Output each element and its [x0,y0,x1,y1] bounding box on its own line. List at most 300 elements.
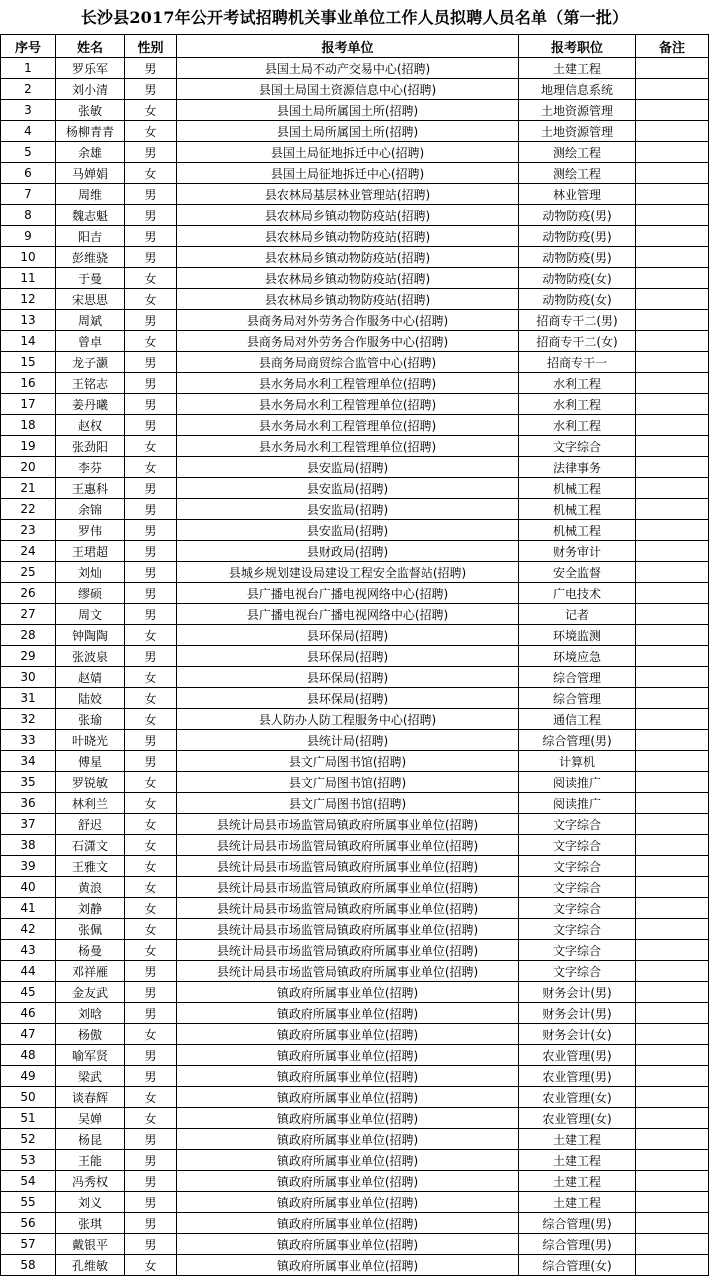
cell-remarks [636,688,709,709]
cell-position: 土建工程 [519,1150,636,1171]
table-row [1,352,709,373]
cell-unit: 县统计局县市场监管局镇政府所属事业单位(招聘) [177,814,519,835]
table-row [1,940,709,961]
cell-remarks [636,163,709,184]
cell-gender: 男 [125,1066,177,1087]
cell-name: 邓祥雁 [56,961,125,982]
cell-remarks [636,520,709,541]
cell-name: 张劲阳 [56,436,125,457]
cell-gender: 女 [125,877,177,898]
cell-name: 阳吉 [56,226,125,247]
cell-remarks [636,877,709,898]
cell-remarks [636,373,709,394]
cell-unit: 县国土局所属国土所(招聘) [177,121,519,142]
cell-remarks [636,58,709,79]
cell-index: 10 [1,247,56,268]
cell-gender: 女 [125,100,177,121]
cell-index: 9 [1,226,56,247]
cell-position: 环境应急 [519,646,636,667]
cell-index: 28 [1,625,56,646]
cell-index: 31 [1,688,56,709]
cell-gender: 女 [125,1255,177,1276]
table-row [1,310,709,331]
table-row [1,709,709,730]
table-row [1,268,709,289]
candidate-table [0,34,709,1276]
cell-position: 综合管理(男) [519,1213,636,1234]
cell-remarks [636,1003,709,1024]
cell-gender: 男 [125,352,177,373]
cell-gender: 男 [125,478,177,499]
cell-remarks [636,919,709,940]
cell-unit: 县农林局乡镇动物防疫站(招聘) [177,289,519,310]
cell-unit: 县文广局图书馆(招聘) [177,793,519,814]
cell-index: 4 [1,121,56,142]
table-row [1,58,709,79]
cell-unit: 县安监局(招聘) [177,520,519,541]
cell-name: 张敏 [56,100,125,121]
cell-name: 宋思思 [56,289,125,310]
cell-name: 喻军贤 [56,1045,125,1066]
cell-remarks [636,1171,709,1192]
cell-name: 刘灿 [56,562,125,583]
cell-name: 王雅文 [56,856,125,877]
cell-remarks [636,394,709,415]
cell-remarks [636,982,709,1003]
cell-gender: 男 [125,142,177,163]
cell-gender: 男 [125,562,177,583]
cell-name: 缪硕 [56,583,125,604]
header-index: 序号 [1,35,56,58]
cell-position: 土建工程 [519,1171,636,1192]
cell-name: 周斌 [56,310,125,331]
table-body [1,58,709,1276]
cell-remarks [636,835,709,856]
cell-index: 46 [1,1003,56,1024]
cell-name: 石潇文 [56,835,125,856]
cell-unit: 镇政府所属事业单位(招聘) [177,1087,519,1108]
cell-index: 2 [1,79,56,100]
cell-position: 测绘工程 [519,142,636,163]
table-row [1,646,709,667]
cell-remarks [636,1045,709,1066]
cell-unit: 县农林局乡镇动物防疫站(招聘) [177,226,519,247]
cell-gender: 女 [125,940,177,961]
cell-unit: 镇政府所属事业单位(招聘) [177,1234,519,1255]
table-row [1,688,709,709]
cell-index: 8 [1,205,56,226]
cell-position: 机械工程 [519,499,636,520]
cell-gender: 男 [125,499,177,520]
cell-unit: 县统计局县市场监管局镇政府所属事业单位(招聘) [177,856,519,877]
table-row [1,121,709,142]
cell-position: 阅读推广 [519,793,636,814]
cell-index: 45 [1,982,56,1003]
cell-remarks [636,583,709,604]
cell-unit: 县国土局征地拆迁中心(招聘) [177,163,519,184]
cell-index: 19 [1,436,56,457]
cell-name: 余锦 [56,499,125,520]
cell-position: 综合管理(女) [519,1255,636,1276]
cell-gender: 男 [125,751,177,772]
cell-remarks [636,1150,709,1171]
table-row [1,457,709,478]
cell-position: 动物防疫(男) [519,247,636,268]
cell-position: 动物防疫(男) [519,226,636,247]
cell-index: 26 [1,583,56,604]
cell-index: 3 [1,100,56,121]
table-row [1,751,709,772]
cell-gender: 女 [125,898,177,919]
cell-index: 7 [1,184,56,205]
cell-remarks [636,898,709,919]
table-row [1,898,709,919]
cell-gender: 男 [125,415,177,436]
cell-index: 5 [1,142,56,163]
cell-position: 土地资源管理 [519,121,636,142]
table-row [1,100,709,121]
table-row [1,373,709,394]
cell-position: 文字综合 [519,877,636,898]
cell-index: 37 [1,814,56,835]
cell-index: 50 [1,1087,56,1108]
cell-name: 孔维敏 [56,1255,125,1276]
table-row [1,1255,709,1276]
cell-gender: 男 [125,247,177,268]
cell-remarks [636,184,709,205]
table-row [1,1192,709,1213]
cell-name: 黄浪 [56,877,125,898]
cell-unit: 县安监局(招聘) [177,478,519,499]
cell-gender: 女 [125,667,177,688]
cell-name: 杨曼 [56,940,125,961]
cell-name: 彭维骁 [56,247,125,268]
cell-name: 刘晗 [56,1003,125,1024]
cell-remarks [636,478,709,499]
cell-unit: 县商务局商贸综合监管中心(招聘) [177,352,519,373]
table-row [1,625,709,646]
cell-name: 冯秀权 [56,1171,125,1192]
cell-name: 刘义 [56,1192,125,1213]
table-row [1,394,709,415]
cell-position: 水利工程 [519,394,636,415]
cell-remarks [636,856,709,877]
table-row [1,814,709,835]
cell-gender: 女 [125,772,177,793]
cell-position: 农业管理(男) [519,1066,636,1087]
table-row [1,184,709,205]
cell-position: 文字综合 [519,898,636,919]
table-row [1,982,709,1003]
cell-index: 12 [1,289,56,310]
cell-remarks [636,1234,709,1255]
cell-position: 土地资源管理 [519,100,636,121]
cell-remarks [636,772,709,793]
cell-gender: 男 [125,604,177,625]
cell-gender: 女 [125,457,177,478]
cell-index: 18 [1,415,56,436]
cell-gender: 男 [125,961,177,982]
table-row [1,331,709,352]
cell-index: 15 [1,352,56,373]
cell-unit: 县统计局县市场监管局镇政府所属事业单位(招聘) [177,835,519,856]
cell-gender: 女 [125,331,177,352]
cell-name: 刘静 [56,898,125,919]
cell-unit: 县广播电视台广播电视网络中心(招聘) [177,604,519,625]
cell-remarks [636,457,709,478]
table-row [1,289,709,310]
cell-position: 土建工程 [519,1192,636,1213]
cell-name: 罗乐军 [56,58,125,79]
table-row [1,1087,709,1108]
cell-gender: 男 [125,1171,177,1192]
cell-name: 张波泉 [56,646,125,667]
cell-position: 动物防疫(女) [519,289,636,310]
cell-position: 法律事务 [519,457,636,478]
cell-remarks [636,1108,709,1129]
cell-unit: 县农林局基层林业管理站(招聘) [177,184,519,205]
cell-remarks [636,289,709,310]
cell-remarks [636,751,709,772]
cell-unit: 县安监局(招聘) [177,457,519,478]
table-row [1,520,709,541]
table-row [1,1213,709,1234]
table-row [1,499,709,520]
cell-unit: 镇政府所属事业单位(招聘) [177,1150,519,1171]
cell-name: 王铭志 [56,373,125,394]
table-row [1,667,709,688]
header-position: 报考职位 [519,35,636,58]
cell-remarks [636,1255,709,1276]
cell-unit: 县农林局乡镇动物防疫站(招聘) [177,247,519,268]
cell-index: 30 [1,667,56,688]
cell-name: 杨傲 [56,1024,125,1045]
cell-remarks [636,142,709,163]
cell-unit: 县国土局征地拆迁中心(招聘) [177,142,519,163]
cell-index: 29 [1,646,56,667]
table-row [1,226,709,247]
cell-remarks [636,646,709,667]
cell-gender: 男 [125,1192,177,1213]
cell-name: 舒迟 [56,814,125,835]
cell-gender: 男 [125,1129,177,1150]
cell-name: 罗锐敏 [56,772,125,793]
cell-gender: 女 [125,289,177,310]
cell-index: 36 [1,793,56,814]
cell-index: 17 [1,394,56,415]
cell-position: 农业管理(女) [519,1108,636,1129]
cell-unit: 县环保局(招聘) [177,688,519,709]
cell-unit: 镇政府所属事业单位(招聘) [177,1003,519,1024]
cell-remarks [636,604,709,625]
cell-unit: 县商务局对外劳务合作服务中心(招聘) [177,331,519,352]
header-name: 姓名 [56,35,125,58]
cell-unit: 县水务局水利工程管理单位(招聘) [177,394,519,415]
cell-index: 52 [1,1129,56,1150]
cell-position: 招商专干一 [519,352,636,373]
cell-remarks [636,499,709,520]
cell-remarks [636,625,709,646]
cell-index: 34 [1,751,56,772]
cell-remarks [636,226,709,247]
table-row [1,1066,709,1087]
cell-unit: 县人防办人防工程服务中心(招聘) [177,709,519,730]
table-row [1,835,709,856]
cell-position: 招商专干二(男) [519,310,636,331]
table-row [1,247,709,268]
cell-position: 文字综合 [519,856,636,877]
cell-index: 22 [1,499,56,520]
cell-remarks [636,331,709,352]
table-row [1,205,709,226]
cell-name: 傅星 [56,751,125,772]
cell-position: 文字综合 [519,835,636,856]
cell-position: 机械工程 [519,520,636,541]
table-row [1,79,709,100]
cell-gender: 男 [125,310,177,331]
cell-position: 水利工程 [519,373,636,394]
header-unit: 报考单位 [177,35,519,58]
cell-name: 姜丹曦 [56,394,125,415]
cell-index: 39 [1,856,56,877]
cell-name: 马婵娟 [56,163,125,184]
cell-remarks [636,730,709,751]
cell-remarks [636,961,709,982]
cell-name: 叶晓光 [56,730,125,751]
table-row [1,1129,709,1150]
cell-index: 20 [1,457,56,478]
cell-position: 动物防疫(男) [519,205,636,226]
cell-unit: 县广播电视台广播电视网络中心(招聘) [177,583,519,604]
table-row [1,877,709,898]
cell-remarks [636,1213,709,1234]
cell-position: 计算机 [519,751,636,772]
cell-gender: 女 [125,625,177,646]
cell-position: 农业管理(男) [519,1045,636,1066]
cell-unit: 镇政府所属事业单位(招聘) [177,1171,519,1192]
cell-name: 余雄 [56,142,125,163]
cell-remarks [636,415,709,436]
cell-index: 6 [1,163,56,184]
cell-name: 周维 [56,184,125,205]
cell-gender: 女 [125,121,177,142]
cell-index: 32 [1,709,56,730]
cell-index: 54 [1,1171,56,1192]
cell-unit: 镇政府所属事业单位(招聘) [177,1129,519,1150]
cell-remarks [636,1087,709,1108]
cell-name: 曾卓 [56,331,125,352]
cell-remarks [636,1192,709,1213]
cell-position: 文字综合 [519,961,636,982]
document-title: 长沙县2017年公开考试招聘机关事业单位工作人员拟聘人员名单（第一批） [80,8,629,27]
cell-index: 56 [1,1213,56,1234]
cell-gender: 男 [125,205,177,226]
cell-unit: 县水务局水利工程管理单位(招聘) [177,373,519,394]
cell-gender: 男 [125,730,177,751]
cell-position: 文字综合 [519,436,636,457]
cell-gender: 女 [125,163,177,184]
cell-unit: 县环保局(招聘) [177,625,519,646]
cell-index: 49 [1,1066,56,1087]
cell-index: 33 [1,730,56,751]
cell-gender: 男 [125,982,177,1003]
table-row [1,730,709,751]
table-row [1,583,709,604]
cell-index: 58 [1,1255,56,1276]
cell-index: 47 [1,1024,56,1045]
cell-name: 梁武 [56,1066,125,1087]
table-row [1,142,709,163]
cell-position: 文字综合 [519,814,636,835]
cell-index: 40 [1,877,56,898]
cell-unit: 县财政局(招聘) [177,541,519,562]
cell-unit: 县农林局乡镇动物防疫站(招聘) [177,268,519,289]
cell-gender: 女 [125,268,177,289]
cell-unit: 县城乡规划建设局建设工程安全监督站(招聘) [177,562,519,583]
cell-gender: 女 [125,1108,177,1129]
table-row [1,919,709,940]
cell-gender: 男 [125,1045,177,1066]
table-row [1,478,709,499]
cell-unit: 县国土局所属国土所(招聘) [177,100,519,121]
cell-unit: 县环保局(招聘) [177,646,519,667]
cell-name: 金友武 [56,982,125,1003]
cell-position: 土建工程 [519,58,636,79]
cell-unit: 县统计局(招聘) [177,730,519,751]
cell-unit: 县统计局县市场监管局镇政府所属事业单位(招聘) [177,877,519,898]
cell-unit: 县统计局县市场监管局镇政府所属事业单位(招聘) [177,940,519,961]
cell-gender: 女 [125,436,177,457]
cell-remarks [636,121,709,142]
cell-unit: 镇政府所属事业单位(招聘) [177,982,519,1003]
cell-remarks [636,436,709,457]
cell-gender: 女 [125,856,177,877]
table-row [1,961,709,982]
table-row [1,1003,709,1024]
cell-name: 赵婧 [56,667,125,688]
cell-unit: 镇政府所属事业单位(招聘) [177,1192,519,1213]
cell-name: 林利兰 [56,793,125,814]
cell-unit: 镇政府所属事业单位(招聘) [177,1213,519,1234]
cell-remarks [636,793,709,814]
cell-position: 农业管理(女) [519,1087,636,1108]
cell-remarks [636,1024,709,1045]
cell-unit: 县环保局(招聘) [177,667,519,688]
cell-index: 35 [1,772,56,793]
cell-remarks [636,709,709,730]
cell-index: 43 [1,940,56,961]
table-row [1,856,709,877]
cell-remarks [636,562,709,583]
cell-unit: 县文广局图书馆(招聘) [177,751,519,772]
cell-index: 42 [1,919,56,940]
table-row [1,604,709,625]
cell-name: 吴婵 [56,1108,125,1129]
table-row [1,793,709,814]
cell-name: 谈春辉 [56,1087,125,1108]
cell-position: 财务会计(女) [519,1024,636,1045]
cell-position: 林业管理 [519,184,636,205]
cell-remarks [636,352,709,373]
table-row [1,415,709,436]
cell-name: 王能 [56,1150,125,1171]
cell-gender: 女 [125,793,177,814]
cell-name: 钟陶陶 [56,625,125,646]
cell-name: 罗伟 [56,520,125,541]
table-row [1,562,709,583]
cell-position: 动物防疫(女) [519,268,636,289]
cell-position: 招商专干二(女) [519,331,636,352]
